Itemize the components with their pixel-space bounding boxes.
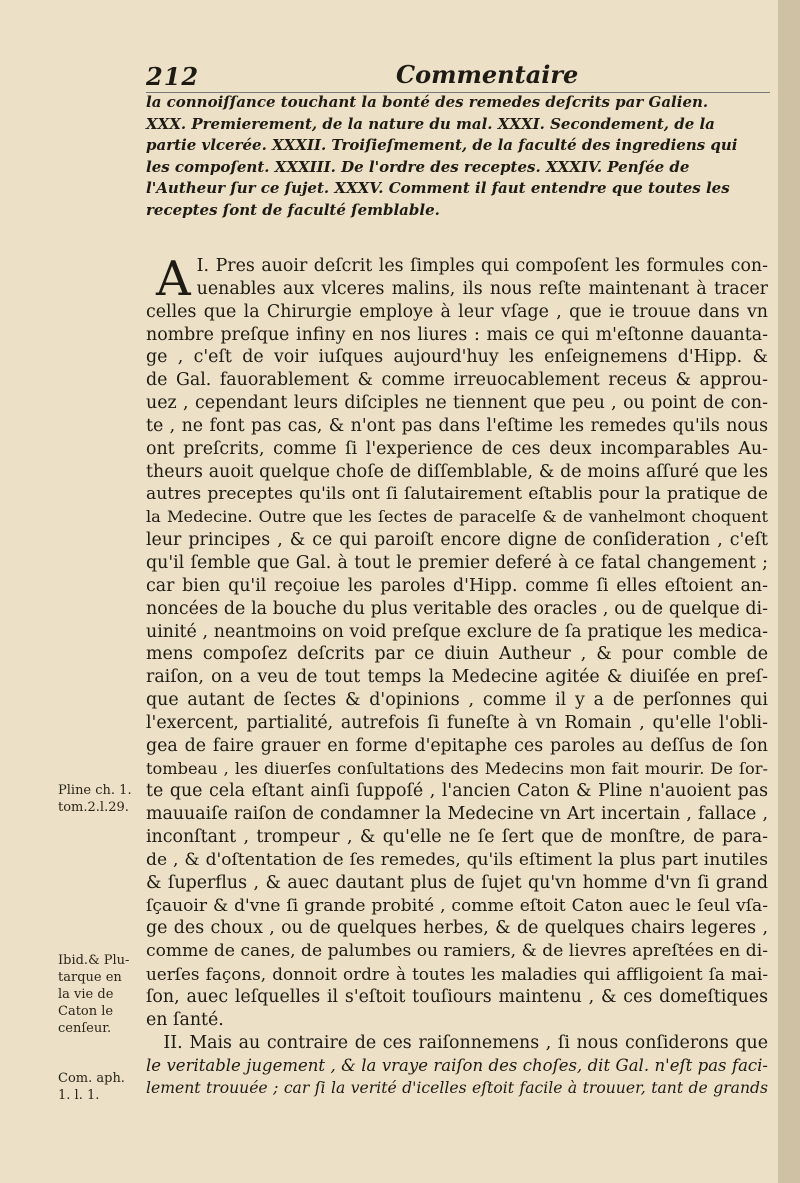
margin-note-line: Ibid.& Plu- <box>58 953 130 968</box>
margin-note-line: tarque en <box>58 970 122 985</box>
margin-note <box>58 1070 142 1104</box>
text-line: tombeau , les diuerſes conſultations des Medecins mon fait mourir. De ſor- <box>146 758 768 778</box>
text-line: de , & d'oſtentation de ſes remedes, qu'ils eſtiment la plus part inutiles <box>146 849 768 870</box>
paragraph-2 <box>146 1032 768 1101</box>
text-line: mens compoſez deſcrits par ce diuin Autheur , & pour comble de <box>146 644 768 665</box>
binding-gutter <box>778 0 800 1183</box>
text-line: autres preceptes qu'ils ont ſi ſalutairement eſtablis pour la pratique de <box>146 484 768 505</box>
text-line: theurs auoit quelque choſe de diſſemblable, & de moins aſſuré que les <box>146 461 768 482</box>
main-text <box>146 251 768 1100</box>
section-number: I. <box>196 256 210 276</box>
paragraph-1 <box>146 251 768 1032</box>
margin-note-line: cenſeur. <box>58 1021 112 1036</box>
text-line: leur principes , & ce qui paroiſt encore digne de conſideration , c'eſt <box>146 530 768 551</box>
page-number: 212 <box>146 62 200 91</box>
text-line: lement trouuée ; car ſi la verité d'icelles eſtoit facile à trouuer, tant de grands <box>146 1079 768 1098</box>
contents-line: receptes ſont de faculté ſemblable. <box>146 200 440 219</box>
text-line: qu'il ſemble que Gal. à tout le premier deferé à ce fatal changement ; <box>146 552 768 573</box>
text-line: que autant de ſectes & d'opinions , comme il y a de perſonnes qui <box>146 690 768 711</box>
contents-line: la connoiſſance touchant la bonté des remedes deſcrits par Galien. <box>146 93 709 111</box>
text-line: nombre preſque infiny en nos liures : mais ce qui m'eſtonne dauanta- <box>146 324 768 345</box>
text-line: l'exercent, partialité, autrefois ſi funeſte à vn Romain , qu'elle l'obli- <box>146 712 768 733</box>
text-line: car bien qu'il reçoiue les paroles d'Hipp. comme ſi elles eſtoient an- <box>146 575 768 596</box>
text-line: raiſon, on a veu de tout temps la Medecine agitée & diuiſée en preſ- <box>146 667 768 688</box>
text-line: noncées de la bouche du plus veritable des oracles , ou de quelque di- <box>146 598 768 619</box>
contents-line: les compoſent. XXXIII. De l'ordre des receptes. XXXIV. Penſée de <box>146 157 690 176</box>
text-line: ge , c'eſt de voir iuſques aujourd'huy les enſeignemens d'Hipp. & <box>146 347 768 368</box>
text-line: II. Mais au contraire de ces raiſonnemens , ſi nous conſiderons que <box>163 1032 768 1053</box>
text-line: ont preſcrits, comme ſi l'experience de ces deux incomparables Au- <box>146 438 768 459</box>
text-line: celles que la Chirurgie employe à leur vſage , que ie trouue dans vn <box>146 301 768 322</box>
text-line: en ſanté. <box>146 1009 224 1030</box>
margin-note-line: Com. aph. <box>58 1071 125 1086</box>
running-title: Commentaire <box>396 60 579 89</box>
text-line: la Medecine. Outre que les ſectes de paracelſe & de vanhelmont choquent <box>146 507 768 527</box>
contents-line: l'Autheur ſur ce ſujet. XXXV. Comment il faut entendre que toutes les <box>146 179 730 197</box>
text-line: inconſtant , trompeur , & qu'elle ne ſe ſert que de monſtre, de para- <box>146 827 768 848</box>
text-line: te que cela eſtant ainſi ſuppoſé , l'ancien Caton & Pline n'auoient pas <box>146 781 768 802</box>
margin-note-line: Pline ch. 1. <box>58 783 132 798</box>
section-number: II. <box>163 1032 183 1053</box>
chapter-contents <box>146 92 768 221</box>
text-line: de Gal. fauorablement & comme irreuocablement receus & approu- <box>146 370 768 391</box>
text-line: & ſuperflus , & auec dautant plus de ſujet qu'vn homme d'vn ſi grand <box>146 872 768 893</box>
text-line: ge des choux , ou de quelques herbes, & de quelques chairs legeres , <box>146 918 768 939</box>
text-line: gea de faire grauer en forme d'epitaphe ces paroles au deſſus de ſon <box>146 735 768 756</box>
text-line: uez , cependant leurs diſciples ne tiennent que peu , ou point de con- <box>146 393 768 414</box>
drop-cap: A <box>156 251 191 307</box>
text-line: uerſes façons, donnoit ordre à toutes les maladies qui affligoient ſa mai- <box>146 964 768 985</box>
text-line: ſon, auec leſquelles il s'eſtoit touſiours maintenu , & ces domeſtiques <box>146 987 768 1007</box>
margin-note-line: tom.2.l.29. <box>58 800 129 815</box>
text-line: I. A Pres auoir deſcrit les ſimples qui compoſent les formules con- <box>156 251 768 307</box>
contents-line: XXX. Premierement, de la nature du mal. XXXI. Secondement, de la <box>146 114 715 133</box>
text-line: comme de canes, de palumbes ou ramiers, & de lievres apreſtées en di- <box>146 941 768 962</box>
margin-note <box>58 782 142 816</box>
text-line: le veritable jugement , & la vraye raiſon des choſes, dit Gal. n'eſt pas faci- <box>146 1055 768 1075</box>
text-line: uenables aux vlceres malins, ils nous reſte maintenant à tracer <box>196 278 768 299</box>
text-line: uinité , neantmoins on void preſque exclure de ſa pratique les medica- <box>146 621 768 642</box>
text-line: mauuaiſe raiſon de condamner la Medecine vn Art incertain , fallace , <box>146 804 768 825</box>
text-line: ſçauoir & d'vne ſi grande probité , comme eſtoit Caton auec le ſeul vſa- <box>146 895 768 916</box>
page-header <box>146 58 770 92</box>
margin-note <box>58 952 142 1037</box>
contents-line: partie vlcerée. XXXII. Troiſieſmement, de la faculté des ingrediens qui <box>146 136 738 154</box>
margin-note-line: 1. l. 1. <box>58 1088 100 1103</box>
text-line: te , ne font pas cas, & n'ont pas dans l'eſtime les remedes qu'ils nous <box>146 415 768 436</box>
margin-note-line: Caton le <box>58 1004 114 1019</box>
margin-note-line: la vie de <box>58 987 114 1002</box>
